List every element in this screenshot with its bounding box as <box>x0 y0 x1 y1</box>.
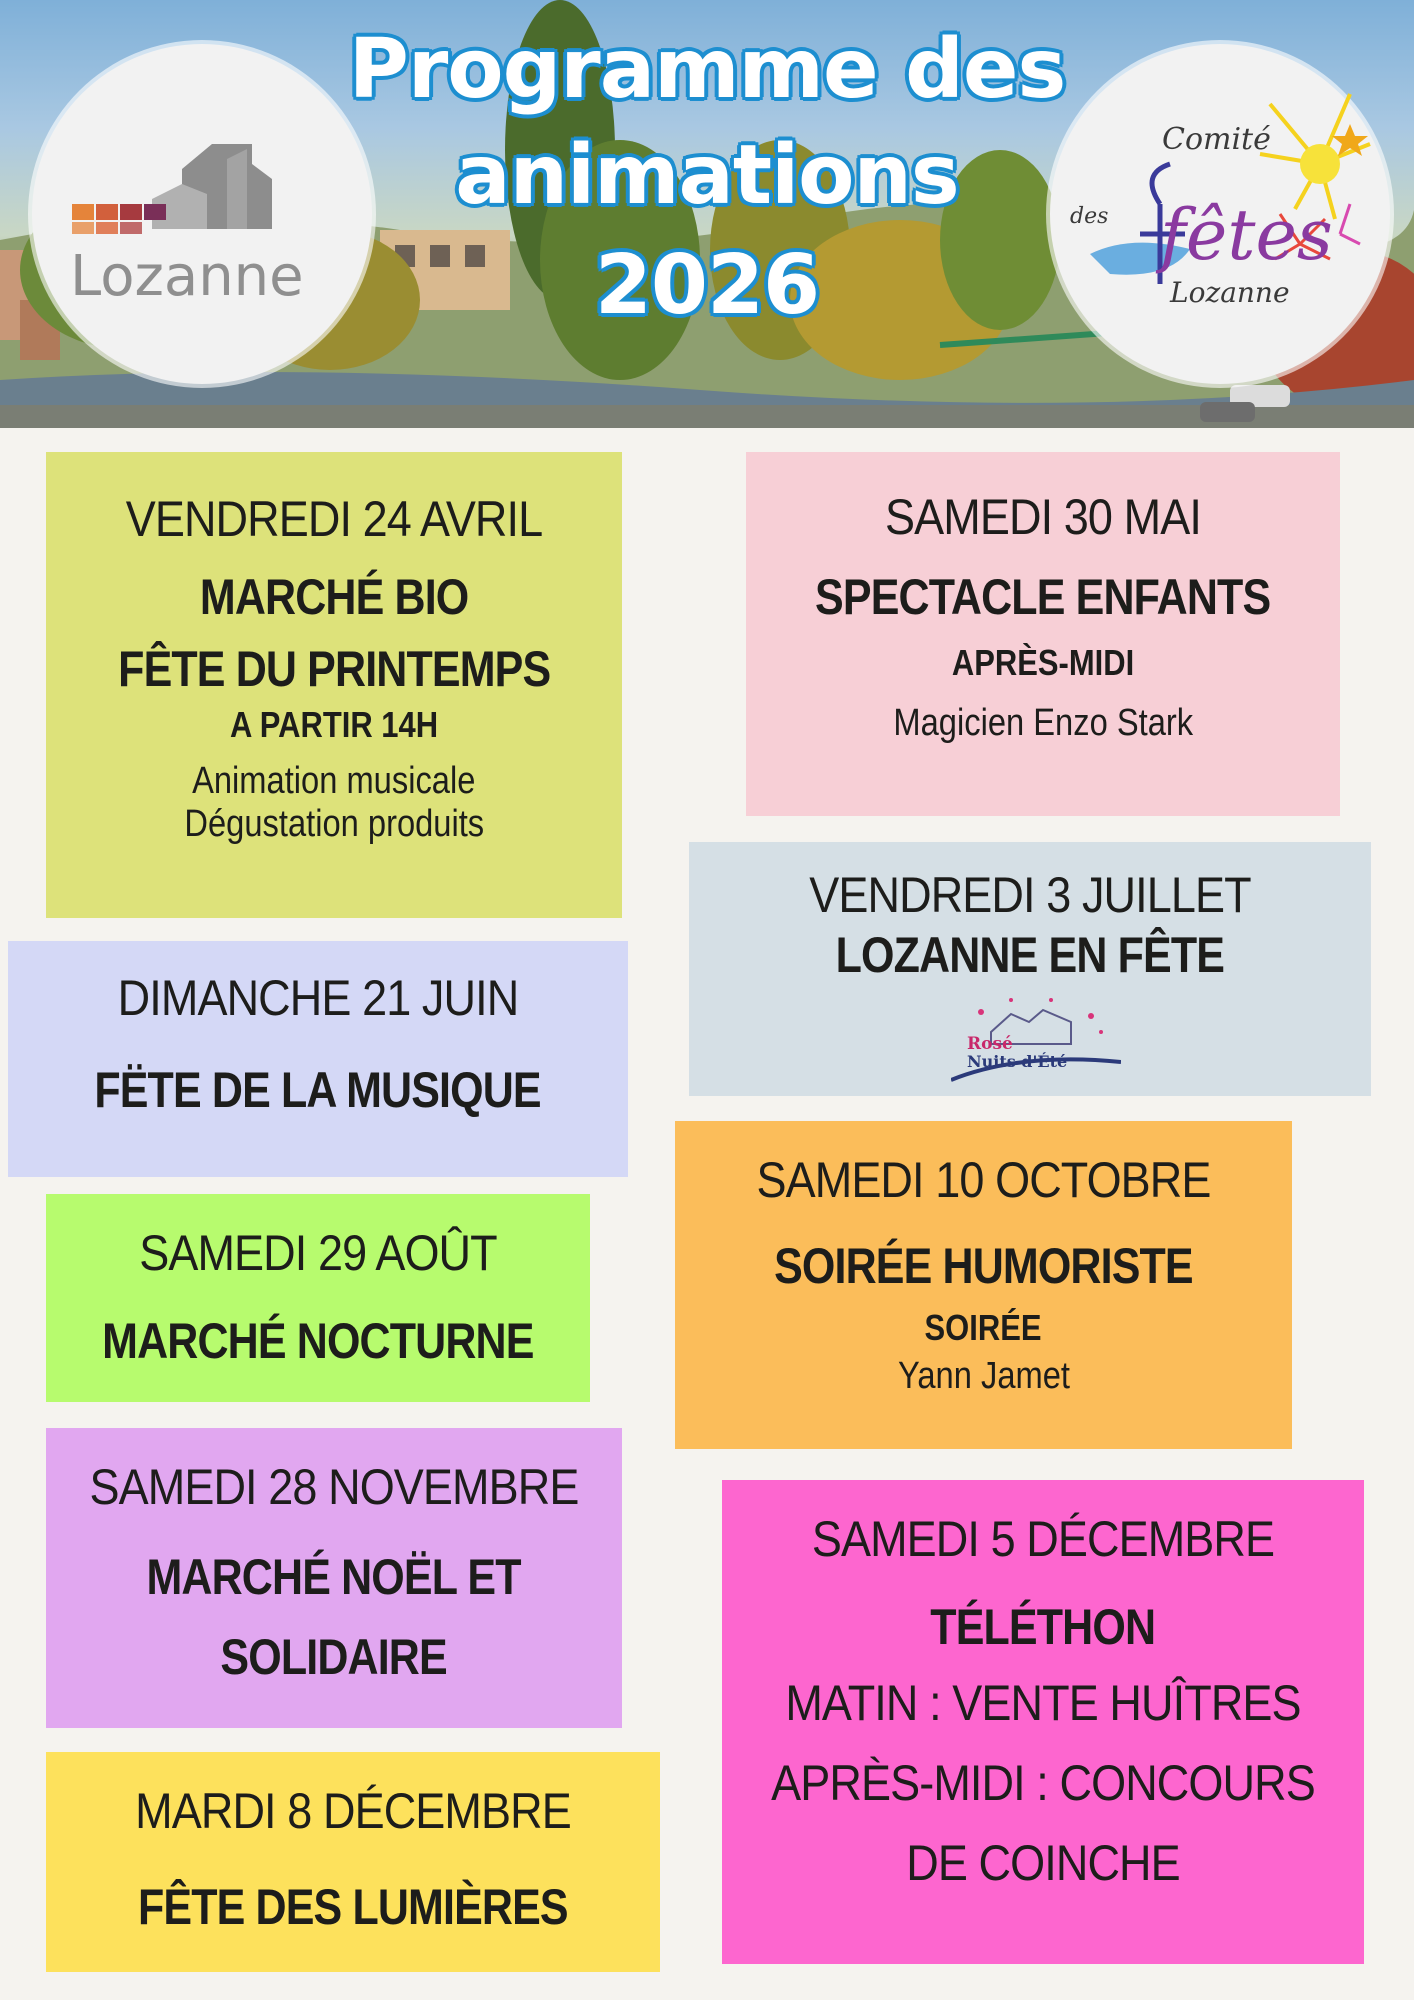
event-detail: MATIN : VENTE HUÎTRES <box>785 1675 1301 1731</box>
des-word: des <box>1070 204 1109 229</box>
event-title-2: FÊTE DU PRINTEMPS <box>117 641 551 697</box>
event-date: DIMANCHE 21 JUIN <box>117 970 519 1026</box>
event-title: SOIRÉE HUMORISTE <box>774 1238 1193 1294</box>
event-date: SAMEDI 5 DÉCEMBRE <box>811 1511 1275 1567</box>
event-date: VENDREDI 24 AVRIL <box>125 491 543 547</box>
event-date: SAMEDI 29 AOÛT <box>139 1225 497 1281</box>
page-title-line-1: Programme des <box>348 22 1066 117</box>
event-time: SOIRÉE <box>924 1307 1042 1348</box>
event-title: LOZANNE EN FÊTE <box>835 927 1225 983</box>
event-card-10-octobre <box>675 1121 1292 1449</box>
page-title-line-3: 2026 <box>594 238 820 333</box>
event-date: MARDI 8 DÉCEMBRE <box>135 1783 571 1839</box>
event-card-28-novembre <box>46 1428 622 1728</box>
lozanne-small-word: Lozanne <box>1170 276 1290 309</box>
fetes-word: fêtes <box>1160 194 1333 276</box>
event-date: SAMEDI 28 NOVEMBRE <box>89 1459 579 1515</box>
event-title: FÊTE DES LUMIÈRES <box>138 1879 568 1935</box>
event-title: FËTE DE LA MUSIQUE <box>94 1062 542 1118</box>
event-time: A PARTIR 14H <box>229 704 439 745</box>
header-banner <box>0 0 1414 428</box>
event-card-8-decembre <box>46 1752 660 1972</box>
event-time: APRÈS-MIDI <box>951 642 1135 683</box>
rose-nuits-ete-logo <box>951 992 1121 1086</box>
event-date: SAMEDI 30 MAI <box>885 489 1201 545</box>
logo-rose: Rosé <box>967 1034 1013 1054</box>
event-card-3-juillet <box>689 842 1371 1096</box>
event-detail: Yann Jamet <box>897 1355 1070 1397</box>
event-title: MARCHÉ NOCTURNE <box>102 1313 534 1369</box>
event-title: MARCHÉ NOËL ET <box>146 1549 522 1605</box>
event-detail: Magicien Enzo Stark <box>893 702 1193 744</box>
comite-word: Comité <box>1162 122 1271 157</box>
event-title-2: SOLIDAIRE <box>220 1629 448 1685</box>
event-detail-3: DE COINCHE <box>906 1835 1180 1891</box>
event-date: SAMEDI 10 OCTOBRE <box>756 1152 1211 1208</box>
event-title: MARCHÉ BIO <box>199 569 469 625</box>
event-title: TÉLÉTHON <box>930 1599 1156 1655</box>
event-title: SPECTACLE ENFANTS <box>815 569 1271 625</box>
logo-nuits-ete: Nuits d'Été <box>967 1052 1068 1071</box>
event-card-30-mai <box>746 452 1340 816</box>
event-card-29-aout <box>46 1194 590 1402</box>
event-card-5-decembre <box>722 1480 1364 1964</box>
event-detail-2: APRÈS-MIDI : CONCOURS <box>771 1755 1315 1811</box>
lozanne-logo-text: Lozanne <box>70 244 304 309</box>
event-date: VENDREDI 3 JUILLET <box>809 867 1251 923</box>
event-detail-2: Dégustation produits <box>184 803 484 845</box>
event-card-24-avril <box>46 452 622 918</box>
event-card-21-juin <box>8 941 628 1177</box>
page-title-line-2: animations <box>455 128 959 223</box>
event-detail: Animation musicale <box>192 760 476 802</box>
